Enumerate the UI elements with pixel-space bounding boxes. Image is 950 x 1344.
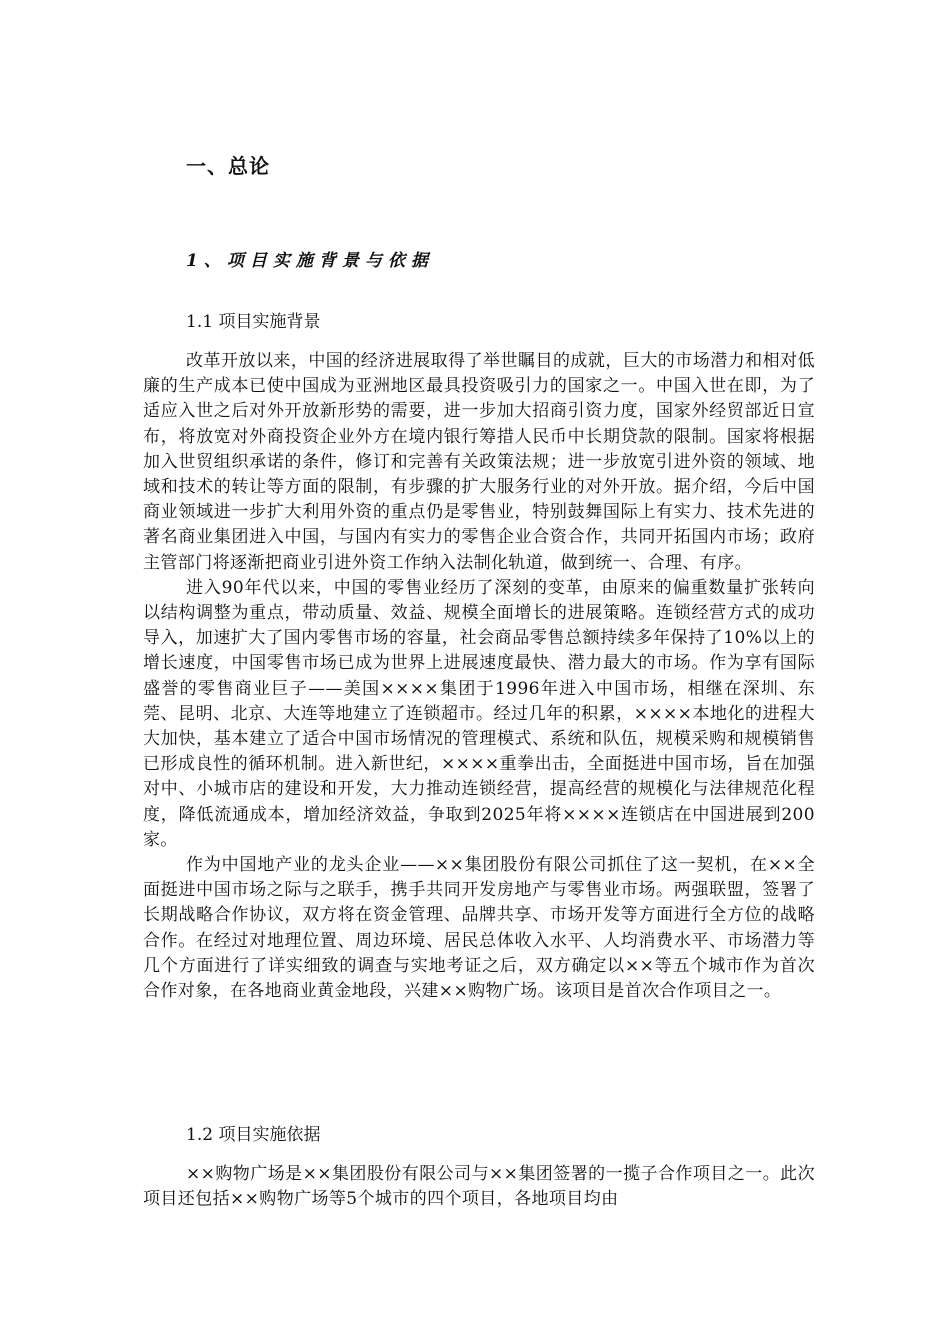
chapter-heading: 一、总论 xyxy=(186,154,270,178)
subsection-1-2-body xyxy=(143,1162,815,1212)
subsection-heading-1-2: 1.2 项目实施依据 xyxy=(186,1125,321,1145)
section-heading: 1、项目实施背景与依据 xyxy=(186,251,434,271)
subsection-heading-1-1: 1.1 项目实施背景 xyxy=(186,312,321,332)
paragraph: ××购物广场是××集团股份有限公司与××集团签署的一揽子合作项目之一。此次项目还包括××购物广场等5个城市的四个项目，各地项目均由 xyxy=(143,1164,815,1210)
subsection-1-1-body xyxy=(143,349,815,1004)
paragraph: 改革开放以来，中国的经济进展取得了举世瞩目的成就，巨大的市场潜力和相对低廉的生产成本已使中国成为亚洲地区最具投资吸引力的国家之一。中国入世在即，为了适应入世之后对外开放新形势的需要，进一步加大招商引资力度，国家外经贸部近日宣布，将放宽对外商投资企业外方在境内银行筹措人民币中长期贷款的限制。国家将根据加入世贸组织承诺的条件，修订和完善有关政策法规；进一步放宽引进外资的领域、地域和技术的转让等方面的限制，有步骤的扩大服务行业的对外开放。据介绍，今后中国商业领域进一步扩大利用外资的重点仍是零售业，特别鼓舞国际上有实力、技术先进的著名商业集团进入中国，与国内有实力的零售企业合资合作，共同开拓国内市场；政府主管部门将逐渐把商业引进外资工作纳入法制化轨道，做到统一、合理、有序。 xyxy=(143,351,815,573)
paragraph: 进入90年代以来，中国的零售业经历了深刻的变革，由原来的偏重数量扩张转向以结构调整为重点，带动质量、效益、规模全面增长的进展策略。连锁经营方式的成功导入，加速扩大了国内零售市场的容量，社会商品零售总额持续多年保持了10%以上的增长速度，中国零售市场已成为世界上进展速度最快、潜力最大的市场。作为享有国际盛誉的零售商业巨子——美国××××集团于1996年进入中国市场，相继在深圳、东莞、昆明、北京、大连等地建立了连锁超市。经过几年的积累，××××本地化的进程大大加快，基本建立了适合中国市场情况的管理模式、系统和队伍，规模采购和规模销售已形成良性的循环机制。进入新世纪，××××重拳出击，全面挺进中国市场，旨在加强对中、小城市店的建设和开发，大力推动连锁经营，提高经营的规模化与法律规范化程度，降低流通成本，增加经济效益，争取到2025年将××××连锁店在中国进展到200家。 xyxy=(143,577,815,850)
paragraph: 作为中国地产业的龙头企业——××集团股份有限公司抓住了这一契机，在××全面挺进中国市场之际与之联手，携手共同开发房地产与零售业市场。两强联盟，签署了长期战略合作协议，双方将在资金管理、品牌共享、市场开发等方面进行全方位的战略合作。在经过对地理位置、周边环境、居民总体收入水平、人均消费水平、市场潜力等几个方面进行了详实细致的调查与实地考证之后，双方确定以××等五个城市作为首次合作对象，在各地商业黄金地段，兴建××购物广场。该项目是首次合作项目之一。 xyxy=(143,855,815,1002)
